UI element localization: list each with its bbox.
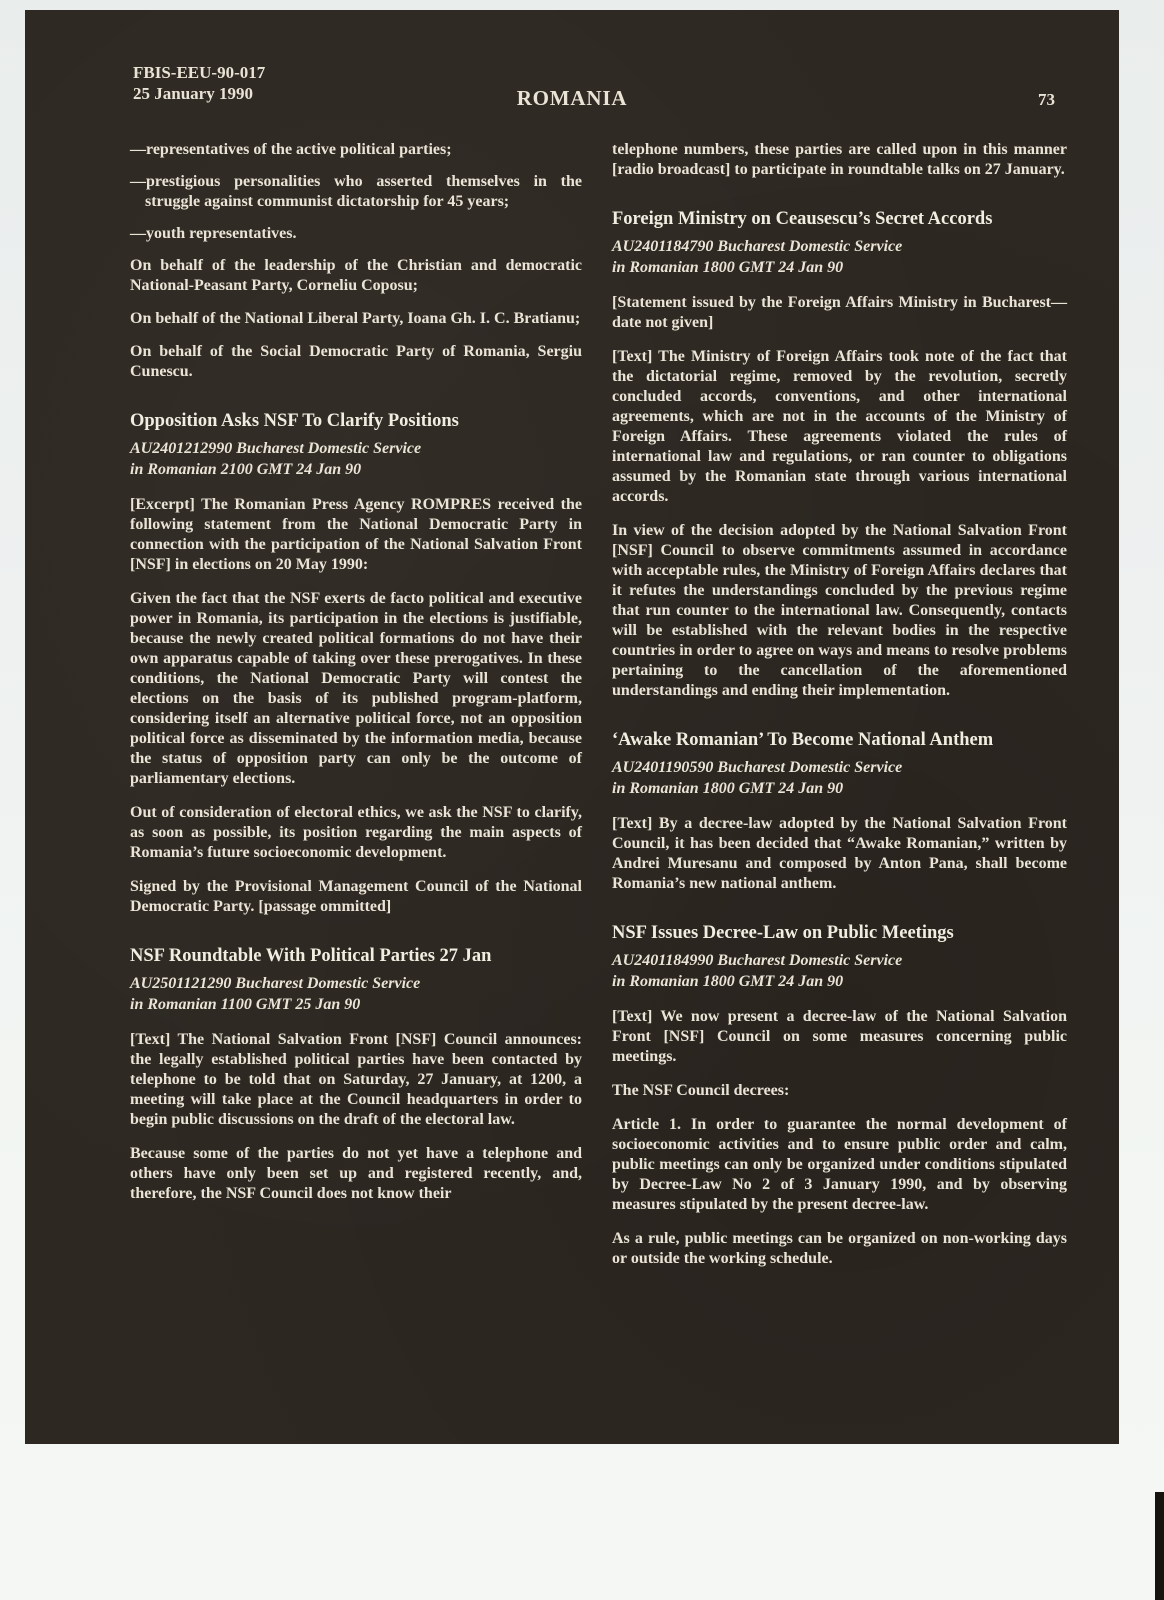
column-left — [130, 140, 582, 1283]
page-number: 73 — [1038, 90, 1055, 109]
body-paragraph: [Excerpt] The Romanian Press Agency ROMPRES received the following statement from the National Democratic Party in connection with the participation of the National Salvation Front [NSF] in elections on 20 May 1990: — [130, 496, 582, 573]
body-paragraph: As a rule, public meetings can be organized on non-working days or outside the working schedule. — [612, 1230, 1067, 1267]
body-paragraph: On behalf of the leadership of the Christian and democratic National-Peasant Party, Corneliu Coposu; — [130, 257, 582, 294]
scan-edge-artifact — [1155, 1492, 1164, 1600]
body-paragraph: [Statement issued by the Foreign Affairs Ministry in Bucharest—date not given] — [612, 294, 1067, 331]
source-citation — [612, 757, 1067, 799]
source-line: AU2501121290 Bucharest Domestic Service — [130, 975, 421, 992]
article-heading: ‘Awake Romanian’ To Become National Anthem — [612, 730, 994, 750]
source-citation — [612, 950, 1067, 992]
article-heading: Opposition Asks NSF To Clarify Positions — [130, 411, 459, 431]
list-item: —youth representatives. — [130, 225, 297, 242]
article-heading: Foreign Ministry on Ceausescu’s Secret Accords — [612, 209, 993, 229]
body-paragraph: The NSF Council decrees: — [612, 1082, 790, 1099]
source-line: AU2401212990 Bucharest Domestic Service — [130, 440, 422, 457]
body-paragraph: Out of consideration of electoral ethics, we ask the NSF to clarify, as soon as possible, its position regarding the main aspects of Romania’s future socioeconomic development. — [130, 804, 582, 861]
source-line: in Romanian 1800 GMT 24 Jan 90 — [612, 780, 844, 797]
source-line: AU2401190590 Bucharest Domestic Service — [612, 759, 903, 776]
section-title: ROMANIA — [516, 86, 628, 110]
document-page — [25, 10, 1119, 1444]
source-line: in Romanian 2100 GMT 24 Jan 90 — [130, 461, 362, 478]
body-paragraph: On behalf of the National Liberal Party, Ioana Gh. I. C. Bratianu; — [130, 310, 581, 327]
source-line: in Romanian 1800 GMT 24 Jan 90 — [612, 973, 844, 990]
document-id: FBIS-EEU-90-017 — [133, 63, 266, 82]
document-date: 25 January 1990 — [133, 84, 253, 103]
article-heading: NSF Issues Decree-Law on Public Meetings — [612, 923, 954, 943]
body-paragraph: telephone numbers, these parties are called upon in this manner [radio broadcast] to participate in roundtable talks on 27 January. — [612, 141, 1067, 178]
list-item: —prestigious personalities who asserted themselves in the struggle against communist dictatorship for 45 years; — [130, 173, 582, 210]
body-paragraph: On behalf of the Social Democratic Party of Romania, Sergiu Cunescu. — [130, 343, 582, 380]
source-line: AU2401184790 Bucharest Domestic Service — [612, 238, 903, 255]
source-citation — [612, 236, 1067, 278]
body-paragraph: [Text] The National Salvation Front [NSF] Council announces: the legally established political parties have been contacted by telephone to be told that on Saturday, 27 January, at 1200, a meeting will take place at the Council headquarters in order to begin public discussions on the draft of the electoral law. — [130, 1031, 582, 1128]
source-line: in Romanian 1100 GMT 25 Jan 90 — [130, 996, 361, 1013]
body-paragraph: [Text] The Ministry of Foreign Affairs took note of the fact that the dictatorial regime, removed by the revolution, secretly concluded accords, conventions, and other international agreements, which are not in the accounts of the Ministry of Foreign Affairs. These agreements violated the rules of international law and regulations, or ran counter to obligations assumed by the Romanian state through various international accords. — [612, 348, 1067, 505]
source-citation — [130, 438, 582, 480]
source-line: AU2401184990 Bucharest Domestic Service — [612, 952, 903, 969]
body-paragraph: [Text] We now present a decree-law of the National Salvation Front [NSF] Council on some measures concerning public meetings. — [612, 1008, 1067, 1065]
body-paragraph: Signed by the Provisional Management Council of the National Democratic Party. [passage ommitted] — [130, 878, 582, 915]
body-paragraph: [Text] By a decree-law adopted by the National Salvation Front Council, it has been decided that “Awake Romanian,” written by Andrei Muresanu and composed by Anton Pana, shall become Romania’s new national anthem. — [612, 815, 1067, 892]
body-paragraph: In view of the decision adopted by the National Salvation Front [NSF] Council to observe commitments assumed in accordance with acceptable rules, the Ministry of Foreign Affairs declares that it refutes the understandings concluded by the previous regime that run counter to the international law. Consequently, contacts will be established with the relevant bodies in the respective countries in order to agree on ways and means to resolve problems pertaining to the cancellation of the aforementioned understandings and ending their implementation. — [612, 522, 1067, 699]
body-paragraph: Because some of the parties do not yet have a telephone and others have only been set up and registered recently, and, therefore, the NSF Council does not know their — [130, 1145, 582, 1202]
article-heading: NSF Roundtable With Political Parties 27 Jan — [130, 946, 492, 966]
source-citation — [130, 973, 582, 1015]
body-paragraph: Article 1. In order to guarantee the normal development of socioeconomic activities and to ensure public order and calm, public meetings can only be organized under conditions stipulated by Decree-Law No 2 of 3 January 1990, and by observing measures stipulated by the present decree-law. — [612, 1116, 1067, 1213]
list-item: —representatives of the active political parties; — [130, 141, 452, 158]
source-line: in Romanian 1800 GMT 24 Jan 90 — [612, 259, 844, 276]
column-right — [612, 140, 1067, 1283]
text-columns — [130, 140, 1067, 1283]
body-paragraph: Given the fact that the NSF exerts de facto political and executive power in Romania, its participation in the elections is justifiable, because the newly created political formations do not have their own apparatus capable of taking over these prerogatives. In these conditions, the National Democratic Party will contest the elections on the basis of its published program-platform, considering itself an alternative political force, not an opposition political force as disseminated by the information media, because the status of opposition party can only be the outcome of parliamentary elections. — [130, 590, 582, 787]
